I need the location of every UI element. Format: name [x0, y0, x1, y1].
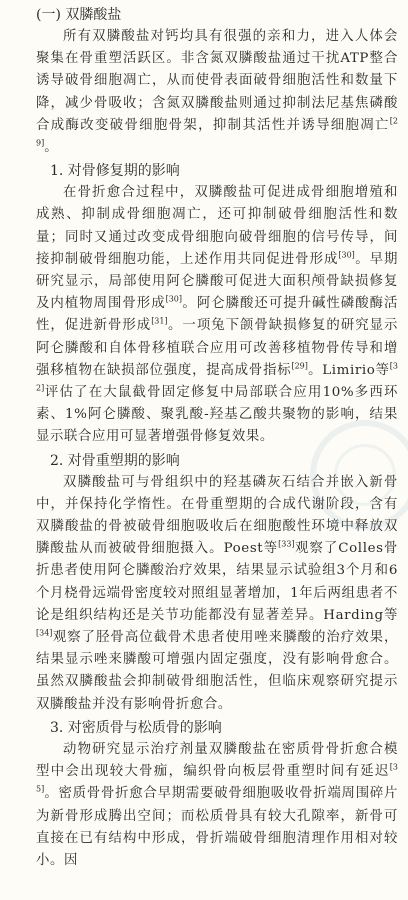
paragraph-text: 观察了Colles骨折患者使用阿仑膦酸治疗效果，结果显示试验组3个月和6个月桡骨远端骨密度较对照组显著增加，1年后两组患者不论是组织结构还是关节功能都没有显著差异。Harding等 [36, 541, 399, 623]
citation-ref[interactable]: [33] [278, 539, 295, 549]
citation-ref[interactable]: [35] [36, 762, 398, 794]
paragraph-text: 。 [44, 140, 59, 156]
paragraph-text: 。密质骨骨折愈合早期需要破骨细胞吸收骨折端周围碎片为新骨形成腾出空间；而松质骨具有较大孔隙率，新骨可直接在已有结构中形成，骨折端破骨细胞清理作用相对较小。因 [36, 786, 398, 868]
paragraph-text: 观察了胫骨高位截骨术患者使用唑来膦酸的治疗效果，结果显示唑来膦酸可增强内固定强度，没有影响骨愈合。虽然双膦酸盐会抑制破骨细胞活性，但临床观察研究提示双膦酸盐并没有影响骨折愈合。 [36, 630, 398, 712]
paragraph-text: 。阿仑膦酸还可提升碱性磷酸酶活性，促进新骨形成 [36, 296, 398, 334]
paragraph-repair-phase [36, 182, 398, 448]
citation-ref[interactable]: [30] [165, 294, 183, 304]
citation-ref[interactable]: [34] [36, 628, 53, 638]
paragraph-text: 动物研究显示治疗剂量双膦酸盐在密质骨骨折愈合模型中会出现较大骨痂，编织骨向板层骨重塑时间有延迟 [36, 741, 398, 780]
paragraph-text: 双膦酸盐可与骨组织中的羟基磷灰石结合并嵌入新骨中，并保持化学惰性。在骨重塑期的合成代谢阶段，含有双膦酸盐的骨被破骨细胞吸收后在细胞酸性环境中释放双膦酸盐从而被破骨细胞摄入。Poest等 [36, 474, 398, 557]
citation-ref[interactable]: [32] [36, 361, 398, 393]
subheading-remodeling-phase: 2. 对骨重塑期的影响 [50, 452, 180, 469]
section-heading-bisphosphonates: (一) 双膦酸盐 [36, 7, 122, 23]
paragraph-text: 。Limirio等 [307, 362, 390, 378]
paragraph-text: 所有双膦酸盐对钙均具有很强的亲和力，进入人体会聚集在骨重塑活跃区。非含氮双膦酸盐通过干扰ATP整合诱导破骨细胞凋亡，从而使骨表面破骨细胞活性和数量下降，减少骨吸收；含氮双膦酸盐则通过抑制法尼基焦磷酸合成酶改变破骨细胞骨架，抑制其活性并诱导细胞凋亡 [36, 29, 398, 133]
paragraph-intro [36, 26, 398, 159]
paragraph-remodeling-phase [36, 472, 398, 716]
paragraph-text: 评估了在大鼠截骨固定修复中局部联合应用10%多西环素、1%阿仑膦酸、聚乳酸-羟基乙酸共聚物的影响，结果显示联合应用可显著增强骨修复效果。 [36, 385, 398, 445]
subheading-repair-phase: 1. 对骨修复期的影响 [50, 163, 180, 180]
paragraph-text: 在骨折愈合过程中，双膦酸盐可促进成骨细胞增殖和成熟、抑制成骨细胞凋亡，还可抑制破骨细胞活性和数量；同时又通过改变成骨细胞向破骨细胞的信号传导，间接抑制破骨细胞功能，上述作用共同促进骨形成 [36, 185, 398, 267]
paragraph-text: 。早期研究显示，局部使用阿仑膦酸可促进大面积颅骨缺损修复及内植物周围骨形成 [36, 251, 398, 312]
citation-ref[interactable]: [31] [151, 316, 168, 326]
subheading-cortical-cancellous: 3. 对密质骨与松质骨的影响 [50, 719, 222, 736]
citation-ref[interactable]: [30] [338, 250, 355, 260]
citation-ref[interactable]: [29] [291, 361, 308, 371]
paragraph-text: 。一项兔下颌骨缺损修复的研究显示阿仑膦酸和自体骨移植联合应用可改善移植物骨传导和增强移植物在缺损部位强度，提高成骨指标 [36, 318, 398, 378]
citation-ref[interactable]: [29] [36, 116, 398, 148]
paragraph-cortical-cancellous [36, 739, 398, 872]
